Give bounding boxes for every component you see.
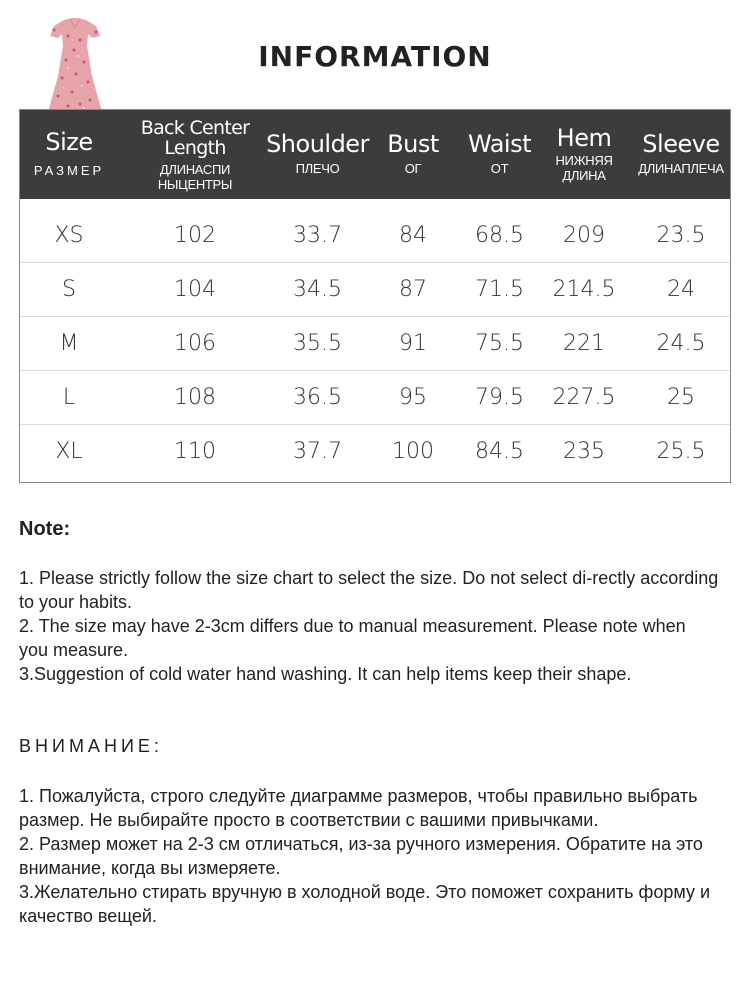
- table-cell: 79.5: [475, 385, 524, 410]
- table-cell: 68.5: [475, 222, 524, 248]
- table-cell: 24: [667, 277, 695, 302]
- table-cell: 75.5: [475, 331, 524, 356]
- table-cell: 221: [563, 331, 605, 356]
- size-cell: L: [62, 385, 76, 410]
- table-cell: 108: [174, 385, 216, 410]
- table-cell: 106: [174, 331, 216, 356]
- table-row: [20, 316, 730, 370]
- note-item: 2. Размер может на 2-3 см отличаться, из-за ручного измерения. Обратите на это внимание, когда вы измеряете.: [19, 834, 703, 878]
- table-cell: 35.5: [293, 331, 342, 356]
- size-cell: XS: [54, 222, 84, 248]
- header-waist: Waist ОТ: [468, 130, 531, 176]
- table-cell: 95: [399, 385, 427, 410]
- note-item: 2. The size may have 2-3cm differs due to manual measurement. Please note when you measure.: [19, 616, 686, 660]
- header-sleeve: Sleeve ДЛИНАПЛЕЧА: [638, 130, 724, 176]
- header-bust: Bust ОГ: [387, 130, 439, 176]
- table-cell: 84.5: [475, 439, 524, 464]
- size-chart-table: [19, 109, 731, 483]
- table-cell: 209: [563, 222, 605, 248]
- table-row: [20, 370, 730, 424]
- page-title: INFORMATION: [258, 40, 492, 73]
- table-cell: 34.5: [293, 277, 342, 302]
- table-cell: 25: [667, 385, 695, 410]
- table-body: [20, 199, 730, 478]
- table-header: [20, 110, 730, 199]
- table-cell: 71.5: [475, 277, 524, 302]
- table-cell: 104: [174, 277, 216, 302]
- table-cell: 91: [399, 331, 427, 356]
- header-shoulder: Shoulder ПЛЕЧО: [266, 130, 369, 176]
- table-cell: 33.7: [293, 222, 342, 248]
- note-item: 1. Please strictly follow the size chart to select the size. Do not select di-rectly according to your habits.: [19, 568, 719, 612]
- note-item: 1. Пожалуйста, строго следуйте диаграмме размеров, чтобы правильно выбрать размер. Не выбирайте просто в соответствии с вашими привычками.: [19, 786, 698, 830]
- table-cell: 23.5: [656, 222, 706, 248]
- note-item: 3.Suggestion of cold water hand washing. It can help items keep their shape.: [19, 664, 632, 684]
- table-row: [20, 208, 730, 262]
- size-cell: M: [59, 331, 79, 356]
- table-cell: 227.5: [552, 385, 616, 410]
- table-cell: 37.7: [293, 439, 342, 464]
- table-cell: 102: [174, 222, 216, 248]
- header-back-center-length: Back Center Length ДЛИНАСПИ НЫЦЕНТРЫ: [140, 116, 250, 192]
- note-list: [19, 566, 719, 686]
- table-row: [20, 424, 730, 478]
- note-item: 3.Желательно стирать вручную в холодной воде. Это поможет сохранить форму и качество вещей.: [19, 882, 711, 926]
- russian-note-heading: ВНИМАНИЕ:: [19, 736, 163, 756]
- table-cell: 100: [392, 439, 434, 464]
- table-cell: 84: [399, 222, 427, 248]
- table-cell: 87: [399, 277, 427, 302]
- russian-note-list: [19, 784, 719, 928]
- table-cell: 110: [174, 439, 216, 464]
- header-hem: Hem НИЖНЯЯ ДЛИНА: [555, 123, 613, 183]
- table-cell: 24.5: [656, 331, 706, 356]
- size-cell: S: [62, 277, 76, 302]
- table-cell: 214.5: [552, 277, 616, 302]
- table-row: [20, 262, 730, 316]
- table-cell: 36.5: [293, 385, 342, 410]
- table-cell: 235: [563, 439, 605, 464]
- header-size: Size РАЗМЕР: [33, 128, 105, 178]
- table-cell: 25.5: [656, 439, 706, 464]
- size-cell: XL: [55, 439, 83, 464]
- note-heading: Note:: [19, 518, 71, 540]
